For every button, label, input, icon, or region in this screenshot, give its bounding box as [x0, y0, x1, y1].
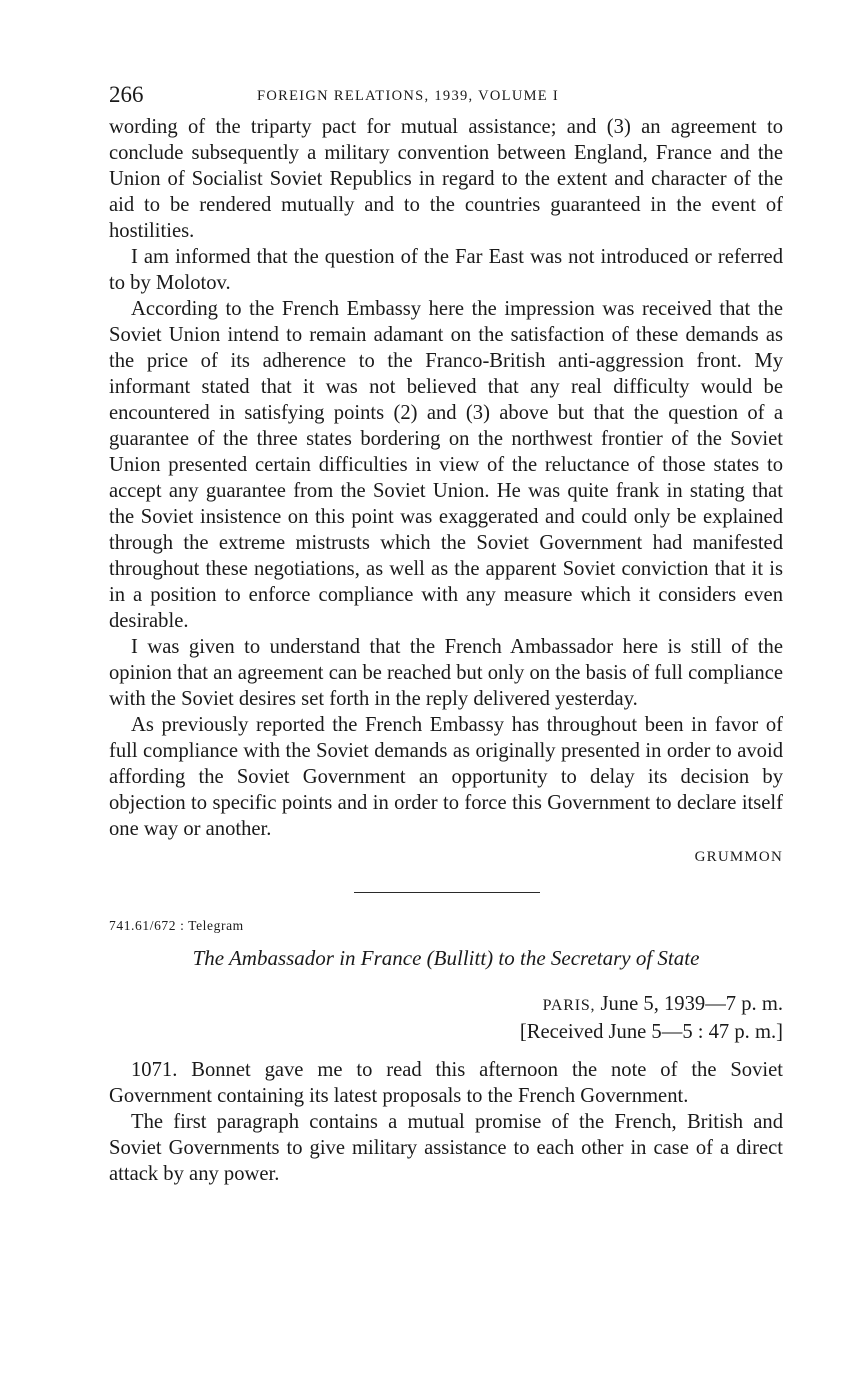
document-title: The Ambassador in France (Bullitt) to the Secretary of State — [192, 946, 700, 970]
paragraph-french-embassy: According to the French Embassy here the impression was received that the Soviet Union intend to remain adamant on the satisfaction of these demands as the price of its adherence to the Franco-British anti-aggression front. My informant stated that it was not believed that any real difficulty would be encountered in satisfying points (2) and (3) above but that the question of a guarantee of the three states bordering on the northwest frontier of the Soviet Union presented certain difficulties in view of the reluctance of those states to accept any guarantee from the Soviet Union. He was quite frank in stating that the Soviet insistence on this point was exaggerated and could only be explained through the extreme mistrusts which the Soviet Government had manifested throughout these negotiations, as well as the apparent Soviet conviction that it is in a position to enforce compliance with any measure which it considers even desirable. — [109, 298, 783, 632]
dateline-place: PARIS, — [542, 997, 596, 1014]
paragraph-continuation: wording of the triparty pact for mutual assistance; and (3) an agreement to conclude subsequently a military convention between England, France and the Union of Socialist Soviet Republics in regard to the extent and character of the aid to be rendered mutually and to the countries guaranteed in the event of hostilities. — [109, 116, 783, 242]
page-number: 266 — [109, 82, 144, 107]
running-head — [109, 80, 783, 114]
dateline-sent — [109, 991, 783, 1019]
dateline — [109, 991, 783, 1045]
paragraph-far-east: I am informed that the question of the Far East was not introduced or referred to by Molotov. — [109, 246, 783, 294]
signature: GRUMMON — [694, 849, 783, 865]
document-page — [109, 80, 783, 1187]
dateline-date: June 5, 1939—7 p. m. — [600, 993, 783, 1015]
running-title: FOREIGN RELATIONS, 1939, VOLUME I — [257, 88, 560, 104]
file-reference: 741.61/672 : Telegram — [109, 918, 244, 933]
telegram-body — [109, 1057, 783, 1187]
paragraph-bonnet: 1071. Bonnet gave me to read this afternoon the note of the Soviet Government containing its latest proposals to the French Government. — [109, 1059, 783, 1107]
dateline-received: [Received June 5—5 : 47 p. m.] — [519, 1021, 783, 1043]
paragraph-ambassador-opinion: I was given to understand that the French Ambassador here is still of the opinion that an agreement can be reached but only on the basis of full compliance with the Soviet desires set forth in the reply delivered yesterday. — [109, 636, 783, 710]
section-divider — [354, 892, 540, 893]
paragraph-first-paragraph: The first paragraph contains a mutual promise of the French, British and Soviet Governments to give military assistance to each other in case of a direct attack by any power. — [109, 1111, 783, 1185]
paragraph-previously-reported: As previously reported the French Embassy has throughout been in favor of full compliance with the Soviet demands as originally presented in order to avoid affording the Soviet Government an opportunity to delay its decision by objection to specific points and in order to force this Government to declare itself one way or another. — [109, 714, 783, 840]
